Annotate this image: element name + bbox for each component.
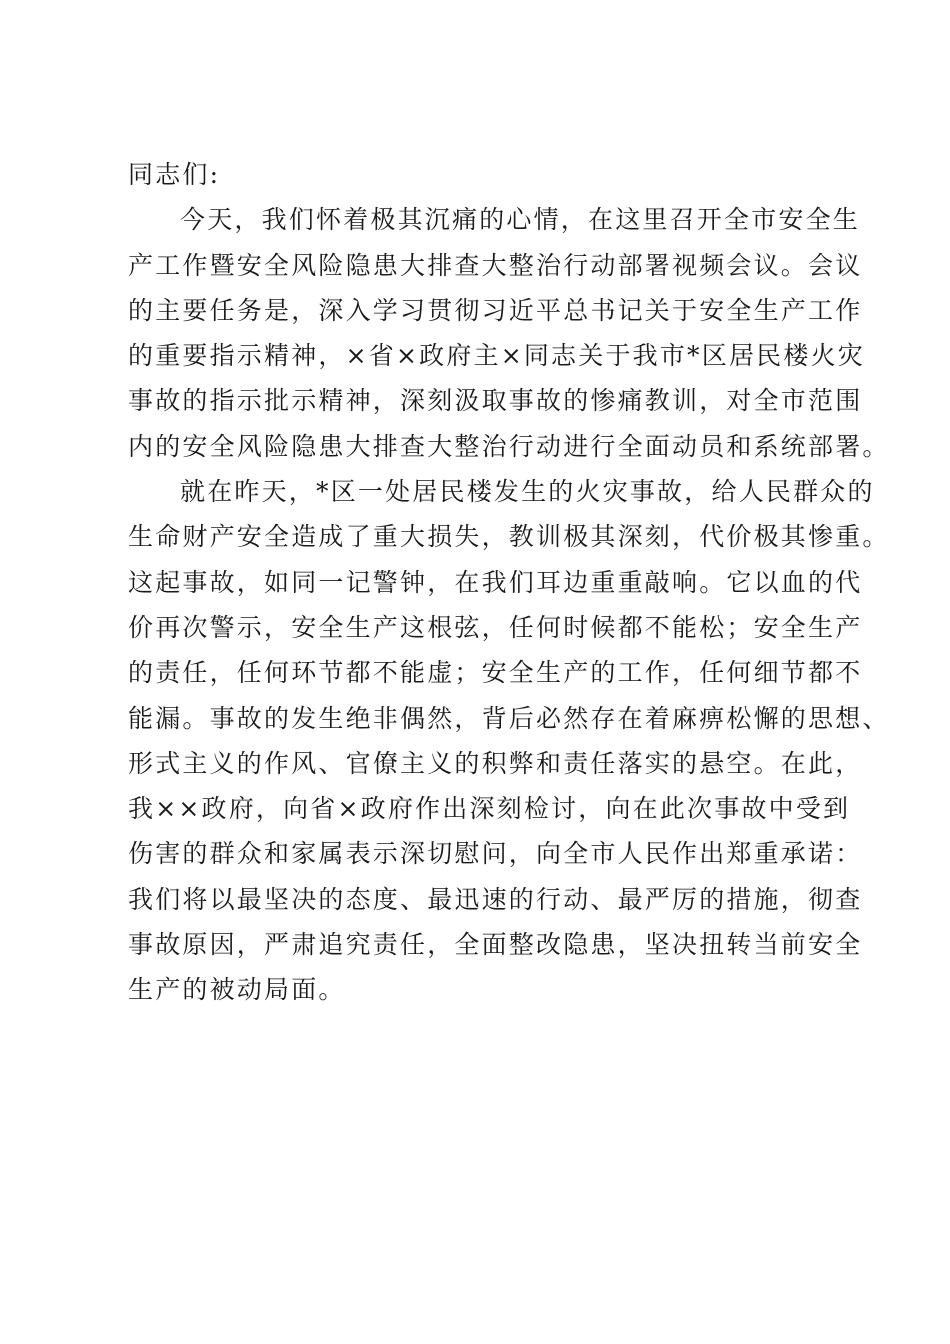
paragraph-line: 就在昨天，*区一处居民楼发生的火灾事故，给人民群众的: [180, 477, 875, 507]
paragraph-line: 形式主义的作风、官僚主义的积弊和责任落实的悬空。在此，: [128, 748, 863, 778]
paragraph-line: 事故原因，严肃追究责任，全面整改隐患，坚决扭转当前安全: [128, 930, 863, 960]
paragraph-line: 事故的指示批示精神，深刻汲取事故的惨痛教训，对全市范围: [128, 386, 863, 416]
paragraph-line: 价再次警示，安全生产这根弦，任何时候都不能松；安全生产: [128, 612, 863, 642]
paragraph-line: 生产的被动局面。: [128, 975, 346, 1005]
paragraph-line: 今天，我们怀着极其沉痛的心情，在这里召开全市安全生: [180, 205, 861, 235]
paragraph-line: 的责任，任何环节都不能虚；安全生产的工作，任何细节都不: [128, 658, 863, 688]
document-body: [128, 152, 890, 1013]
paragraph-line: 生命财产安全造成了重大损失，教训极其深刻，代价极其惨重。: [128, 522, 890, 552]
paragraph-line: 这起事故，如同一记警钟，在我们耳边重重敲响。它以血的代: [128, 567, 863, 597]
paragraph-line: 伤害的群众和家属表示深切慰问，向全市人民作出郑重承诺：: [128, 839, 863, 869]
paragraph-line: 内的安全风险隐患大排查大整治行动进行全面动员和系统部署。: [128, 431, 890, 461]
paragraph-line: 能漏。事故的发生绝非偶然，背后必然存在着麻痹松懈的思想、: [128, 703, 890, 733]
paragraph-1: [128, 197, 890, 469]
paragraph-line: 的重要指示精神，×省×政府主×同志关于我市*区居民楼火灾: [128, 341, 865, 371]
paragraph-line: 的主要任务是，深入学习贯彻习近平总书记关于安全生产工作: [128, 295, 863, 325]
paragraph-2: [128, 469, 890, 1013]
paragraph-line: 我××政府，向省×政府作出深刻检讨，向在此次事故中受到: [128, 794, 851, 824]
paragraph-line: 我们将以最坚决的态度、最迅速的行动、最严厉的措施，彻查: [128, 884, 863, 914]
salutation: 同志们:: [128, 160, 221, 189]
paragraph-line: 产工作暨安全风险隐患大排查大整治行动部署视频会议。会议: [128, 250, 863, 280]
